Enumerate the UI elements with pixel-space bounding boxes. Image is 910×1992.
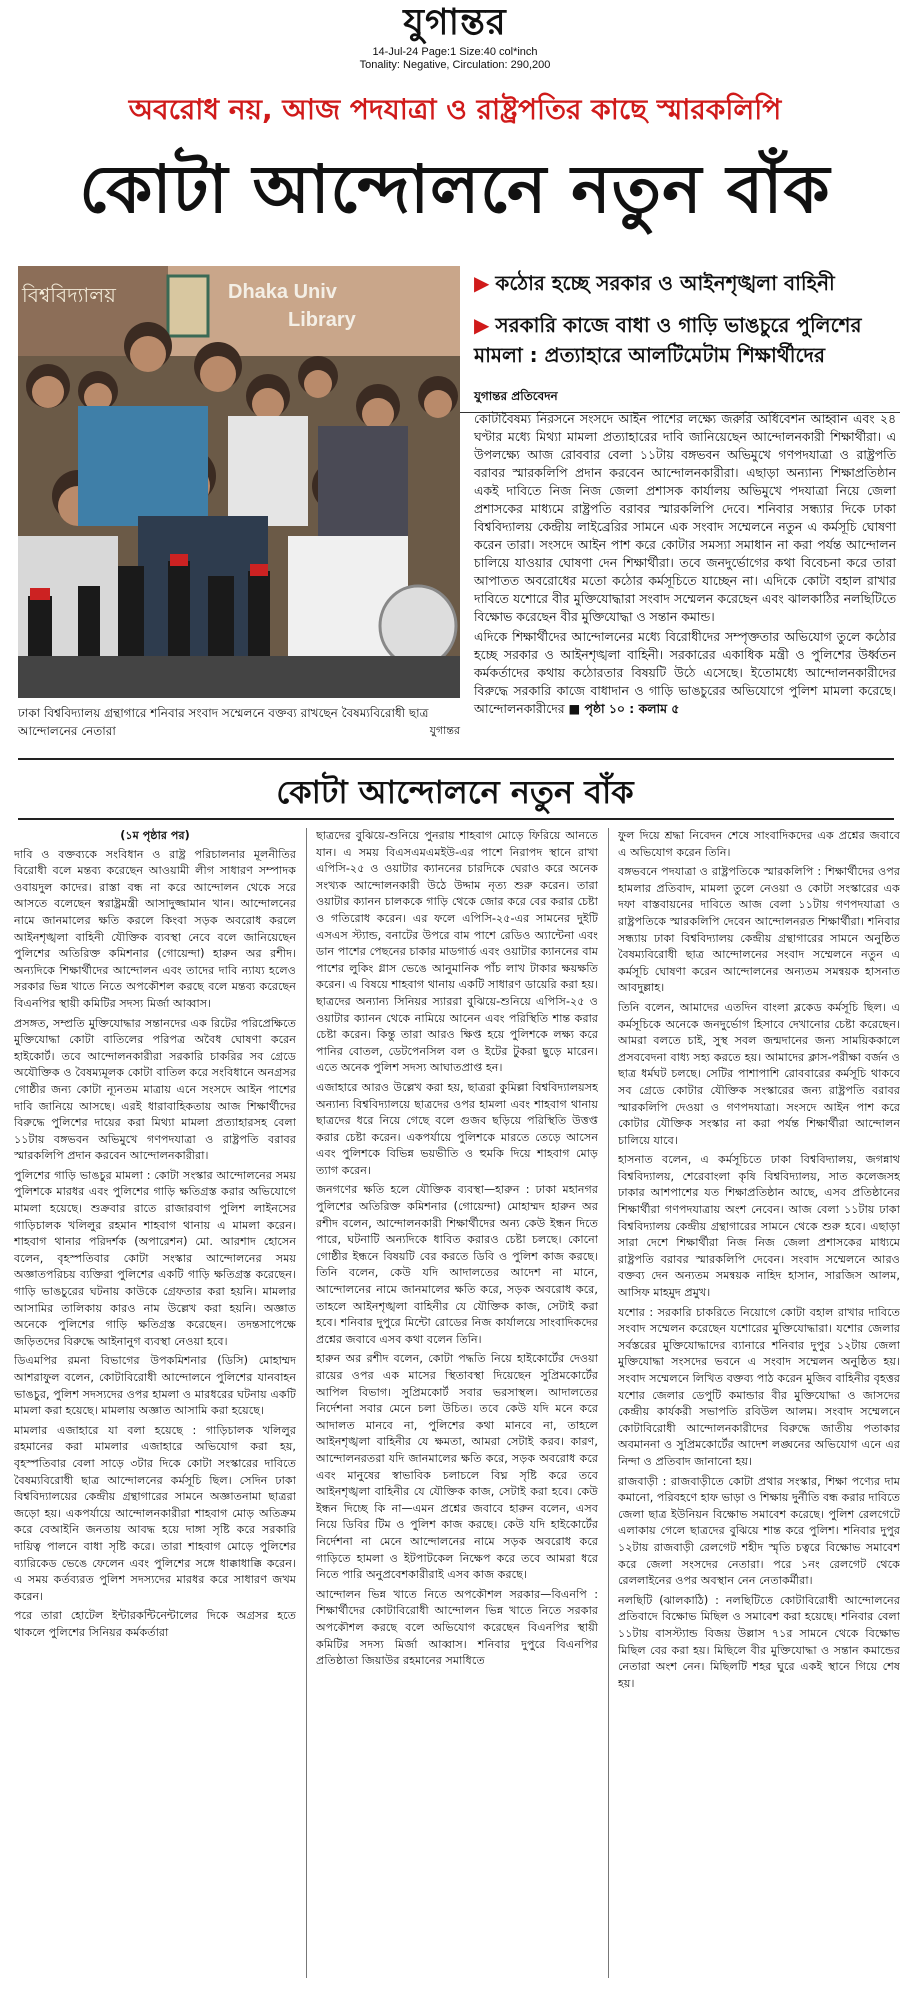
continuation-columns — [14, 828, 900, 1988]
subheadline-2 — [474, 310, 894, 370]
column-1 — [14, 828, 296, 1988]
subheadline-1-text: কঠোর হচ্ছে সরকার ও আইনশৃঙ্খলা বাহিনী — [495, 271, 835, 295]
column-paragraph: যশোর : সরকারি চাকরিতে নিয়োগে কোটা বহাল রাখার দাবিতে সংবাদ সম্মেলন করেছেন যশোরের মুক্তিযোদ্ধারা। যশোর জেলার সর্বস্তরের মুক্তিযোদ্ধাদের ব্যানারে শনিবার দুপুর ১২টায় জেলা মুক্তিযোদ্ধা সংসদের ভবনে এ সংবাদ সম্মেলন অনুষ্ঠিত হয়। সংবাদ সম্মেলনে লিখিত বক্তব্য পাঠ করেন মুজিব বাহিনীর বৃহত্তর যশোর জেলার ডেপুটি কমান্ডার বীর মুক্তিযোদ্ধা ও জাসদের কেন্দ্রীয় কার্যকরী সভাপতি রবিউল আলম। সংবাদ সম্মেলনে কোটাবিরোধী আন্দোলনকারীদের বিরুদ্ধে জাতীয় পতাকার অবমাননা ও সুপ্রিমকোর্টের আদেশ লঙ্ঘনের অভিযোগ এনে এর নিন্দা ও প্রতিবাদ জানানো হয়। — [618, 1305, 900, 1468]
page-jump-link[interactable]: ■ পৃষ্ঠা ১০ : কলাম ৫ — [568, 701, 680, 716]
column-paragraph: পুলিশের গাড়ি ভাঙচুর মামলা : কোটা সংস্কার আন্দোলনের সময় পুলিশকে মারধর এবং পুলিশের গাড়ি ক্ষতিগ্রস্ত করার অভিযোগে মামলা হয়েছে। শুক্রবার রাতে রাজারবাগ পুলিশ লাইনসের গাড়িচালক খলিলুর রহমান শাহবাগ থানায় এ মামলা করেন। শাহবাগ থানার পরিদর্শক (অপারেশন) মো. আরশাদ হোসেন বলেন, বৃহস্পতিবার কোটা সংস্কার আন্দোলনের সময় অজ্ঞাতপরিচয় ব্যক্তিরা পুলিশের একটি গাড়ি ক্ষতিগ্রস্ত করেছেন। গাড়ি ভাঙচুরের ঘটনায় কাউকে গ্রেফতার করা হয়নি। মামলার আসামির তালিকায় কারও নাম উল্লেখ করা হয়নি। অজ্ঞাত অনেকে পুলিশের গাড়ি ক্ষতিগ্রস্ত করেছেন। তদন্তসাপেক্ষে জড়িতদের বিরুদ্ধে আইনানুগ ব্যবস্থা নেওয়া হবে। — [14, 1168, 296, 1348]
photo-sign-3: Library — [288, 309, 356, 331]
masthead — [0, 0, 910, 84]
subheadline-2-text: সরকারি কাজে বাধা ও গাড়ি ভাঙচুরে পুলিশের মামলা : প্রত্যাহারে আলটিমেটাম শিক্ষার্থীদের — [474, 313, 862, 367]
photo-caption — [18, 704, 460, 740]
column-paragraph: বঙ্গভবনে পদযাত্রা ও রাষ্ট্রপতিকে স্মারকলিপি : শিক্ষার্থীদের ওপর হামলার প্রতিবাদ, মামলা তুলে নেওয়া ও কোটা সংস্কারের এক দফা বাস্তবায়নের দাবিতে আজ বেলা ১১টায় গণপদযাত্রা ও রাষ্ট্রপতিকে স্মারকলিপি দেবেন আন্দোলনরত শিক্ষার্থীরা। শনিবার সন্ধ্যায় ঢাকা বিশ্ববিদ্যালয় কেন্দ্রীয় গ্রন্থাগারের সামনে অনুষ্ঠিত বৈষম্যবিরোধী ছাত্র আন্দোলনের সংবাদ সম্মেলনে নতুন এ কর্মসূচি ঘোষণা করেন আন্দোলনের অন্যতম সমন্বয়ক হাসনাত আবদুল্লাহ। — [618, 865, 900, 995]
column-paragraph: নলছিটি (ঝালকাঠি) : নলছিটিতে কোটাবিরোধী আন্দোলনের প্রতিবাদে বিক্ষোভ মিছিল ও সমাবেশ করা হয়েছে। শনিবার বেলা ১১টায় বাসস্ট্যান্ড বিজয় উল্লাস ৭১র সামনে থেকে বিক্ষোভ মিছিল বের করা হয়। মিছিলে বীর মুক্তিযোদ্ধা ও সন্তান কমান্ডের নেতারা অংশ নেন। মিছিলটি শহর ঘুরে একই স্থানে গিয়ে শেষ হয়। — [618, 1593, 900, 1690]
photo-sign-1: বিশ্ববিদ্যালয় — [22, 283, 116, 307]
column-2 — [316, 828, 598, 1988]
column-paragraph: রাজবাড়ী : রাজবাড়ীতে কোটা প্রথার সংস্কার, শিক্ষা পণ্যের দাম কমানো, পরিবহণে হাফ ভাড়া ও শিক্ষায় দুর্নীতি বন্ধ করার দাবিতে জেলা ছাত্র ইউনিয়ন বিক্ষোভ সমাবেশ করেছে। পুলিশ রেলগেটে এলাকায় গেলে ছাত্রদের বুঝিয়ে শান্ত করে পুলিশ। শনিবার দুপুর ১২টায় রাজবাড়ী রেলগেট শহীদ স্মৃতি চত্বরে বিক্ষোভ সমাবেশ করে জেলা সংসদের নেতারা। পরে ১নং রেলগেট থেকে রেললাইনের ওপর অবস্থান নেন নেতাকর্মীরা। — [618, 1474, 900, 1588]
photo-caption-text: ঢাকা বিশ্ববিদ্যালয় গ্রন্থাগারে শনিবার সংবাদ সম্মেলনে বক্তব্য রাখছেন বৈষম্যবিরোধী ছাত্র আন্দোলনের নেতারা — [18, 706, 429, 738]
byline: যুগান্তর প্রতিবেদন — [460, 386, 900, 413]
column-paragraph: হাসনাত বলেন, এ কর্মসূচিতে ঢাকা বিশ্ববিদ্যালয়, জগন্নাথ বিশ্ববিদ্যালয়, শেরেবাংলা কৃষি বিশ্ববিদ্যালয়, সাত কলেজসহ ঢাকার আশপাশের যত শিক্ষাপ্রতিষ্ঠান আছে, এসব প্রতিষ্ঠানের শিক্ষার্থীরা গণপদযাত্রায় অংশ নেবেন। আজ বেলা ১১টায় ঢাকা বিশ্ববিদ্যালয় কেন্দ্রীয় গ্রন্থাগারের সামনে থেকে শুরু হবে। এছাড়া সারা দেশে শিক্ষার্থীরা নিজ নিজ জেলা প্রশাসকের মাধ্যমে রাষ্ট্রপতি বরাবর স্মারকলিপি দেবেন। সংবাদ সম্মেলনে আরও বক্তব্য দেন অন্যতম সমন্বয়ক নাহিদ হাসান, সারজিস আলম, আসিফ মাহমুদ প্রমুখ। — [618, 1153, 900, 1300]
column-paragraph: ফুল দিয়ে শ্রদ্ধা নিবেদন শেষে সাংবাদিকদের এক প্রশ্নের জবাবে এ অভিযোগ করেন তিনি। — [618, 829, 900, 859]
arrow-bullet-icon: ▶ — [474, 313, 490, 337]
clipping-meta-tonality: Tonality: Negative, Circulation: 290,200 — [359, 59, 551, 71]
lead-story — [474, 410, 896, 720]
column-paragraph: হারুন অর রশীদ বলেন, কোটা পদ্ধতি নিয়ে হাইকোর্টের দেওয়া রায়ের ওপর এক মাসের স্থিতাবস্থা দিয়েছেন সুপ্রিমকোর্টের আপিল বিভাগ। সুপ্রিমকোর্ট সবার ভরসাস্থল। আদালতের নির্দেশনা সবার মেনে চলা উচিত। তবে কেউ যদি মনে করে আদালত মানবে না, পুলিশের কথা মানবে না, তাহলে আইনশৃঙ্খলা বাহিনীর যে ক্ষমতা, আমরা সেটাই করব। কারণ, আন্দোলনরতরা যদি জানমালের ক্ষতি করে, সড়ক অবরোধ করে এবং মানুষের স্বাভাবিক চলাচলে বিঘ্ন সৃষ্টি করে তবে আইনশৃঙ্খলা বাহিনীর যে যৌক্তিক কাজ, সেটাই করা হবে। কেউ ইন্ধন দিচ্ছে কি না—এমন প্রশ্নের জবাবে হারুন বলেন, এসব নিয়ে ডিবির টিম ও পুলিশ কাজ করছে। কেউ যদি হাইকোর্টের নির্দেশনা না মেনে আন্দোলনের নামে সড়ক অবরোধ করে গাড়িতে হামলা ও ইটপাটকেল নিক্ষেপ করে তবে আমরা ধরে নিতে পারি অনুপ্রবেশকারীরাই এসব কাজ করছে। — [316, 1352, 598, 1582]
clipping-meta-date: 14-Jul-24 Page:1 Size:40 col*inch — [372, 46, 538, 58]
column-paragraph: এজাহারে আরও উল্লেখ করা হয়, ছাত্ররা কুমিল্লা বিশ্ববিদ্যালয়সহ অন্যান্য বিশ্ববিদ্যালয়ে ছাত্রদের ওপর হামলা এবং শাহবাগ থানায় ছাত্রদের ধরে নিয়ে গেছে বলে গুজব ছড়িয়ে পরিস্থিতি উত্তপ্ত করার চেষ্টা করেন। একপর্যায়ে পুলিশকে মারতে তেড়ে আসেন এবং পুলিশকে বিভিন্ন ভয়ভীতি ও হুমকি দিয়ে শাহবাগ মোড় ত্যাগ করেন। — [316, 1080, 598, 1177]
column-paragraph: ছাত্রদের বুঝিয়ে-শুনিয়ে পুনরায় শাহবাগ মোড়ে ফিরিয়ে আনতে যান। এ সময় বিএসএমএমইউ-এর পাশে নিরাপদ স্থানে রাখা এপিসি-২৫ ও ওয়াটার ক্যাননের চারদিকে ঘেরাও করে অনেক সংখ্যক আন্দোলনকারী উঠে উদ্দাম নৃত্য শুরু করেন। তারা ওয়াটার ক্যানন চালককে গাড়ি থেকে জোর করে বের করার চেষ্টা ও গতিরোধ করেন। এর ফলে এপিসি-২৫-এর সামনের দুইটি এসএস স্ট্যান্ড, বনাটের উপরে বাম পাশে রেডিও অ্যান্টেনা এবং ডান পাশের পেছনের চাকার মাডগার্ড এবং ওয়াটার ক্যাননের বাম পাশের লুকিং গ্লাস ভেঙে আনুমানিক পাঁচ লাখ টাকার ক্ষয়ক্ষতি করেন। এ বিষয়ে শাহবাগ থানায় একটি সাধারণ ডায়েরি করা হয়। ছাত্রদের অন্যান্য সিনিয়র স্যাররা বুঝিয়ে-শুনিয়ে এপিসি-২৫ ও ওয়াটার ক্যানন থেকে নামিয়ে আনেন এবং পরিস্থিতি শান্ত করার চেষ্টা করেন। কিন্তু তারা আরও ক্ষিপ্ত হয়ে পুলিশকে লক্ষ্য করে পানির বোতল, ডেটপেনসিল বল ও ইটের টুকরা ছুড়ে মারেন। এতে অনেক পুলিশ সদস্য আঘাতপ্রাপ্ত হন। — [316, 829, 598, 1075]
subheadline-1 — [474, 268, 894, 298]
newspaper-logo: যুগান্তর — [403, 1, 507, 43]
lead-paragraph-text: এদিকে শিক্ষার্থীদের আন্দোলনের মধ্যে বিরোধীদের সম্পৃক্ততার অভিযোগ তুলে কঠোর হচ্ছে সরকার ও আইনশৃঙ্খলা বাহিনী। সরকারের একাধিক মন্ত্রী ও পুলিশের উর্ধ্বতন কর্মকর্তাদের কথায় কঠোরতার বিষয়টি উঠে এসেছে। ইতোমধ্যে আন্দোলনকারীদের বিরুদ্ধে সরকারি কাজে বাধাদান ও গাড়ি ভাঙচুরের অভিযোগে পুলিশ মামলা করেছে। আন্দোলনকারীদের — [474, 629, 896, 716]
column-paragraph: দাবি ও বক্তব্যকে সংবিধান ও রাষ্ট্র পরিচালনার মূলনীতির বিরোধী বলে মন্তব্য করেছেন আওয়ামী লীগ সাধারণ সম্পাদক ওবায়দুল কাদের। রাস্তা বন্ধ না করে আন্দোলন থেকে সরে আসতে বলেছেন স্বরাষ্ট্রমন্ত্রী আসাদুজ্জামান খান। আন্দোলনের নামে জানমালের ক্ষতি করলে কিংবা সড়ক অবরোধ করলে আইনশৃঙ্খলা বাহিনী যৌক্তিক ব্যবস্থা নেবে বলে জানিয়েছেন পুলিশের অতিরিক্ত কমিশনার (গোয়েন্দা) হারুন অর রশীদ। অন্যদিকে শিক্ষার্থীদের আন্দোলন এবং তাদের দাবি ন্যায্য হলেও সরকার ভিন্ন খাতে নিতে অপকৌশল করছে বলে মন্তব্য করেছেন বিএনপির স্থায়ী কমিটির সদস্য মির্জা আব্বাস। — [14, 847, 296, 1010]
column-paragraph: তিনি বলেন, আমাদের এতদিন বাংলা ব্লকেড কর্মসূচি ছিল। এ কর্মসূচিকে অনেকে জনদুর্ভোগ হিসাবে দেখানোর চেষ্টা করেছেন। আমরা বলতে চাই, সুস্থ সবল জন্মদানের জন্য সাময়িককালে প্রসববেদনা বাধ্য সহ্য করতে হয়। আমাদের ক্লাস-পরীক্ষা বর্জন ও ছাত্র ধর্মঘট চলছে। সেটির পাশাপাশি রোববারের কর্মসূচি থাকবে সব গ্রেডে কোটার যৌক্তিক সংস্কারের জন্য রাষ্ট্রপতি বরাবর স্মারকলিপি দেওয়া ও গণপদযাত্রা। সংসদে আইন পাশ করে কোটার যৌক্তিক সংস্কার না করা পর্যন্ত শিক্ষার্থীরা আন্দোলন চালিয়ে যাবে। — [618, 1000, 900, 1147]
headline-kicker: অবরোধ নয়, আজ পদযাত্রা ও রাষ্ট্রপতির কাছে স্মারকলিপি — [128, 93, 782, 126]
column-paragraph: মামলার এজাহারে যা বলা হয়েছে : গাড়িচালক খলিলুর রহমানের করা মামলার এজাহারে অভিযোগ করা হয়, বৃহস্পতিবার বেলা সাড়ে ৩টার দিকে কোটা সংস্কারের দাবিতে বৈষম্যবিরোধী ছাত্র আন্দোলনের কর্মসূচি ছিল। সেদিন ঢাকা বিশ্ববিদ্যালয়ের কেন্দ্রীয় গ্রন্থাগারের সামনে অজ্ঞাতনামা ছাত্ররা জড়ো হয়। একপর্যায়ে আন্দোলনকারীরা শাহবাগ মোড় অতিক্রম করে বেআইনি জনতায় আবদ্ধ হয়ে দাঙ্গা সৃষ্টি করে সরকারি দায়িত্ব পালনে বাধা সৃষ্টি করে। তারা শাহবাগ মোড়ে পুলিশের ব্যারিকেড ভেঙে ফেলেন এবং পুলিশের সঙ্গে ধাক্কাধাক্কি করেন। এ সময় কর্তব্যরত পুলিশ সদস্যদের মারধর করে সাধারণ জখম করেন। — [14, 1423, 296, 1603]
column-paragraph: আন্দোলন ভিন্ন খাতে নিতে অপকৌশল সরকার—বিএনপি : শিক্ষার্থীদের কোটাবিরোধী আন্দোলন ভিন্ন খাতে নিতে সরকার অপকৌশল করছে বলে অভিযোগ করেছেন বিএনপির স্থায়ী কমিটির সদস্য মির্জা আব্বাস। শনিবার দুপুরে বিএনপির প্রতিষ্ঠাতা জিয়াউর রহমানের সমাধিতে — [316, 1587, 598, 1668]
continued-from-label: (১ম পৃষ্ঠার পর) — [120, 829, 190, 842]
column-3 — [618, 828, 900, 1988]
photo-credit: যুগান্তর — [429, 724, 460, 737]
photo-sign-2: Dhaka Univ — [228, 281, 337, 303]
section-divider — [18, 758, 894, 760]
lead-paragraph — [474, 628, 896, 718]
news-photo — [18, 266, 460, 698]
lead-paragraph: কোটাবৈষম্য নিরসনে সংসদে আইন পাশের লক্ষ্যে জরুরি অধিবেশন আহ্বান এবং ২৪ ঘণ্টার মধ্যে মিথ্যা মামলা প্রত্যাহারের দাবি জানিয়েছেন আন্দোলনকারী শিক্ষার্থীরা। এ উপলক্ষ্যে আজ রোববার বেলা ১১টায় বঙ্গভবন অভিমুখে গণপদযাত্রা ও রাষ্ট্রপতি বরাবর স্মারকলিপি প্রদান করবেন আন্দোলনকারীরা। এছাড়া অন্যান্য শিক্ষাপ্রতিষ্ঠান একই দাবিতে নিজ নিজ জেলা প্রশাসক কার্যালয় অভিমুখে পদযাত্রা নিয়ে জেলা প্রশাসকের মাধ্যমে রাষ্ট্রপতি বরাবর স্মারকলিপি দেবে। শনিবার সন্ধ্যার দিকে ঢাকা বিশ্ববিদ্যালয় কেন্দ্রীয় লাইব্রেরির সামনে এক সংবাদ সম্মেলনে নতুন এ কর্মসূচি ঘোষণা করেন তারা। সংসদে আইন পাশ করে কোটার সমস্যা সমাধান না করা পর্যন্ত আন্দোলন চালিয়ে যাওয়ার ঘোষণা দেন শিক্ষার্থীরা। তবে জনদুর্ভোগের কথা বিবেচনা করে তারা আপাতত অবরোধের মতো কঠোর কর্মসূচিতে যাচ্ছেন না। এদিকে কোটা বহাল রাখার দাবিতে যশোরে বীর মুক্তিযোদ্ধারা সংবাদ সম্মেলন করেছেন এবং ঝালকাঠির নলছিটিতে বিক্ষোভ করেছেন বীর মুক্তিযোদ্ধা ও সন্তান কমান্ড। — [474, 411, 896, 624]
main-headline: কোটা আন্দোলনে নতুন বাঁক — [79, 151, 831, 228]
news-photo-illustration — [18, 266, 460, 698]
section-divider — [18, 818, 894, 820]
column-paragraph: ডিএমপির রমনা বিভাগের উপকমিশনার (ডিসি) মোহাম্মদ আশরাফুল বলেন, কোটাবিরোধী আন্দোলনে পুলিশের যানবাহন ভাঙচুর, পুলিশ সদস্যদের ওপর হামলা ও মারধরের ঘটনায় একটি মামলা করা হয়েছে। মামলায় অজ্ঞাত আসামি করা হয়েছে। — [14, 1354, 296, 1418]
column-paragraph: পরে তারা হোটেল ইন্টারকন্টিনেন্টালের দিকে অগ্রসর হতে থাকলে পুলিশের সিনিয়র কর্মকর্তারা — [14, 1609, 296, 1639]
column-paragraph: প্রসঙ্গত, সম্প্রতি মুক্তিযোদ্ধার সন্তানদের এক রিটের পরিপ্রেক্ষিতে মুক্তিযোদ্ধা কোটা বাতিলের পরিপত্র অবৈধ ঘোষণা করেন হাইকোর্ট। তবে আন্দোলনকারীরা সরকারি চাকরির সব গ্রেডে অযৌক্তিক ও বৈষম্যমূলক কোটা বাতিল করে সংবিধানে অনগ্রসর গোষ্ঠীর জন্য কোটা ন্যূনতম মাত্রায় এনে সংসদে আইন পাশের দাবি জানিয়ে আসছে। এরই ধারাবাহিকতায় আজ শিক্ষার্থীদের বিরুদ্ধে পুলিশের দায়ের করা মিথ্যা মামলা প্রত্যাহারসহ বেলা ১১টায় বঙ্গভবন অভিমুখে গণপদযাত্রা ও রাষ্ট্রপতি বরাবর স্মারকলিপি প্রদান করবেন আন্দোলনকারীরা। — [14, 1016, 296, 1163]
column-paragraph: জনগণের ক্ষতি হলে যৌক্তিক ব্যবস্থা—হারুন : ঢাকা মহানগর পুলিশের অতিরিক্ত কমিশনার (গোয়েন্দা) মোহাম্মদ হারুন অর রশীদ বলেন, আন্দোলনকারী শিক্ষার্থীদের অন্য কেউ ইন্ধন দিতে পারে, ঘটনাটি অন্যদিকে ধাবিত করারও চেষ্টা চলছে। কোনো গোষ্ঠীর ইন্ধনে বিষয়টি বের করতে ডিবি ও পুলিশ কাজ করছে। তিনি বলেন, কেউ যদি আদালতের আদেশ না মানে, আন্দোলনের নামে জানমালের ক্ষতি করে, সড়ক অবরোধ করে, তাহলে আইনশৃঙ্খলা বাহিনীর যে যৌক্তিক কাজ, সেটাই করা হবে। শনিবার দুপুরে মিন্টো রোডের নিজ কার্যালয়ে সাংবাদিকদের প্রশ্নের জবাবে এসব কথা বলেন তিনি। — [316, 1183, 598, 1346]
continuation-headline: কোটা আন্দোলনে নতুন বাঁক — [276, 773, 634, 811]
arrow-bullet-icon: ▶ — [474, 271, 490, 295]
